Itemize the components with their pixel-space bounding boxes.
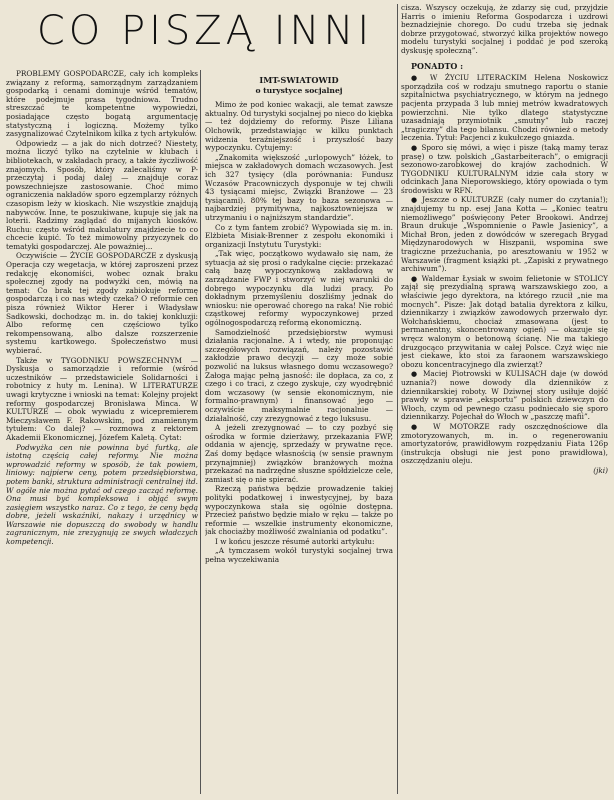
paragraph: „Tak więc, początkowo wydawało się nam, że sytuacja aż się prosi o radykalne cięcie: przekazać całą bazę wypoczynkową zakładową w zarządzanie FWP i stworzyć w niej warunki do dobrego wypoczynku dla ludzi pracy. Po dokładnym przemyśleniu doszliśmy jednak do wniosku: nie operować chorego na raka! Nie robić cząstkowej reformy wypoczynkowej przed ogólnogospodarczą reformą ekonomiczną. (205, 249, 393, 328)
list-item (401, 423, 608, 466)
bullet-icon: ● (411, 422, 424, 431)
paragraph: Co z tym fantem zrobić? Wypowiada się m. in. Elżbieta Misiak-Brenner z zespołu ekonomiki i organizacji Instytutu Turystyki: (205, 222, 393, 249)
paragraph: Mimo że pod koniec wakacji, ale temat zawsze aktualny. Od turystyki socjalnej po nieco do kiębka — też dojdziemy do reformy. Pisze Liliana Olchowik, przedstawiając w kilku punktach widzenia teraźniejszość i przyszłość bazy wypoczynku. Cytujemy: (205, 100, 393, 153)
paragraph: A jeżeli zrezygnować — to czy pozbyć się ośrodka w formie dzierżawy, przekazania FWP, oddania w ajencję, sprzedaży w prywatne ręce. Zaś domy będące własnością (w sensie prawnym przynajmniej) związków branżowych można przekazać na nadrzędne słuszne spółdzielcze cele, zamiast się o nie spierać. (205, 423, 393, 484)
paragraph: Także w TYGODNIKU POWSZECHNYM — Dyskusja o samorządzie i reformie (wśród uczestników — przedstawiciele Solidarności i robotnicy z huty m. Lenina). W LITERATURZE uwagi krytyczne i wnioski na temat: Kolejny projekt reformy gospodarczej Bronisława Minca. W KULTURZE — obok wywiadu z wicepremierem Mieczysławem F. Rakowskim, pod znamiennym tytułem: Co dalej? — rozmowa z rektorem Akademii Ekonomicznej, Józefem Kaletą. Cytat: (6, 355, 198, 442)
column-2 (205, 76, 393, 796)
list-item (401, 370, 608, 422)
list-item (401, 275, 608, 370)
column-3 (401, 4, 608, 796)
paragraph: „Znakomita większość „urlopowych” łóżek, to miejsca w zakładowych domach wczasowych. Jest ich 327 tysięcy (dla porównania: Fundusz Wczasów Pracowniczych dysponuje w tej chwili 43 tysiącami miejsc, Związki Branżowe — 23 tysiącami). 80% tej bazy to baza sezonowa — najbardziej prymitywna, najkosztowniejsza w utrzymaniu i o najniższym standardzie”. (205, 152, 393, 222)
paragraph: Odpowiedz — a jak do nich dotrzeć? Niestety, można liczyć tylko na czytelnie w klubach i bibliotekach, w zakładach pracy, a także życzliwość znajomych. Sposób, który zalecaliśmy w P- przeczytaj i podaj dalej — znajduje coraz powszechniejsze zastosowanie. Choć mimo ograniczenia nakładów sporo egzemplarzy różnych czasopism leży w kioskach. Nie wszystkie znajdują nabywców. Inne, te poszukiwane, kupuje się jak na loterii. Radzimy zaglądać do mijanych kiosków. Ruchu: często wśród makulatury znajdziecie to co chcecie kupić. To też mimowolny przyczynek do tematyki gospodarczej. Ale poważniej... (6, 138, 198, 251)
bullet-icon: ● (411, 274, 419, 283)
bullet-icon: ● (411, 143, 419, 152)
paragraph: Samodzielność przedsiębiorstw wymusi działania racjonalne. A i wtedy, nie proponując szczegółowych rozwiązań, należy pozostawić zakłodzie prawo decyzji — czy może sobie pozwolić na luksus własnego domu wczasowego? Załoga mając pełną jasność: ile dopłaca, za co, z czego i co traci, z czego zyskuje, czy wyodrębnić dom wczasowy (w sensie ekonomicznym, nie formalno-prawnym) i finansować jego — oczywiście maksymalnie racjonalnie — działalność, czy zrezygnować z tego luksusu. (205, 327, 393, 423)
bullet-icon: ● (411, 370, 419, 379)
list-item (401, 74, 608, 143)
paragraph: Rzeczą państwa będzie prowadzenie takiej polityki podatkowej i inwestycyjnej, by baza wypoczynkowa stała się ogólnie dostępna. Przecież państwo będzie miało w ręku — także po reformie — wszelkie instrumenty ekonomiczne, jak chociażby możliwość zwalniania od podatku”. (205, 484, 393, 537)
list-item-text: Jeszcze o KULTURZE (cały numer do czytania!); znajdujemy tu np. esej Jana Kotta — „Koniec teatru niemożliwego” poświęcony Peter Brookowi. Andrzej Braun drukuje „Wspomnienie o Pawle Jasienicy”, a Michał Bron, jeden z dowódców w szeregach Brygad Międzynarodowych w Hiszpanii, wspomina swe tragiczne przeżuchania, po aresztowaniu w 1952 w Warszawie (fragment książki pt. „Zapiski z prywatnego archiwum”). (401, 195, 608, 274)
article-heading: IMT-ŚWIATOWID (259, 76, 339, 85)
column-divider (200, 70, 201, 794)
list-item-text: W ŻYCIU LITERACKIM Helena Noskowicz sporządziła coś w rodzaju smutnego raportu o stanie szpitalnictwa psychiatrycznego, w którym na jednego pacjenta przypada 3 lub mniej metrów kwadratowych powierzchni. Nie tylko dlatego statystyczne uzasadniają przymiotnik „smutny” lub raczej „tragiczny” dla tego bilansu. Chodzi również o metody leczenia. Tytuł: Pacjenci z kukułczego gniazda. (401, 73, 608, 143)
signature: (jki) (593, 465, 608, 475)
list-item-text: Sporo się mówi, a więc i pisze (taką mamy teraz prasę) o tzw. polskich „Gastarbeiterach”, o emigracji sezonowo-zarobkowej do krajów zachodnich. W TYGODNIKU KULTURALNYM idzie cała story w odcinkach Jana Nieporowskiego, który opowiada o tym środowisku w RFN. (401, 142, 608, 195)
list-item (401, 196, 608, 273)
paragraph: cisza. Wszyscy oczekują, że zdarzy się cud, przyjdzie Harris o imieniu Reforma Gospodarcza i uzdrowi beznadziejnie chorego. Do cudu trzeba się jednak dobrze przygotować, stworzyć kilka projektów nowego modelu turystyki socjalnej i poddać je pod szeroką dyskusję społeczną”. (401, 4, 608, 55)
list-item-text: Maciej Piotrowski w KULISACH daje (w dowód uznania?) nowe dowody dla dzienników z dziennikarskiej roboty. W Dziwnej story usiłuje dojść prawdy w sprawie „eksportu” polskich dziewczyn do Włoch, czym od pewnego czasu podniecało się sporo dziennikarzy. Pojechał do Włoch w „paszczę mafii”. (401, 369, 608, 422)
bullet-icon: ● (411, 196, 419, 205)
paragraph: I w końcu jeszcze résumé autorki artykułu: (215, 536, 375, 546)
paragraph: Oczywiście — ŻYCIE GOSPODARCZE z dyskusją Operacja czy wegetacja, w której zaproszeni przez redakcję ekonomiści, wobec oznak braku społecznej zgody na podwyżki cen, mówią na temat: Co brak tej zgody zabiokuje reformę gospodarczą i co nas wtedy czeka? O reformie cen pisza również Wiktor Herer i Władysław Sadkowski, dochodząc m. in. do takiej konkluzji: Albo reformę cen częściowo tylko rekompensowaną, albo dalsze rozszerzenie systemu kartkowego. Społeczeństwo musi wybierać. (6, 251, 198, 355)
list-item-text: Waldemar Łysiak w swoim felietonie w STOLICY zajął się prezydialną sprawą warszawskiego zoo, a właściwie jego dyrektora, na którego rzucił „nie ma mocnych”. Pisze: Jak dotąd batalia dyrektora z kilku, dziennikarzy i związków zawodowych przerwało dyr. Wołchańskiemu, chociaż zmasowana (jest to permanentny, skoncentrowany ogień) — okazuje się wręcz walonym o betonową ścianę. Nie ma takiego druzgocąco przywitania w całej Polsce. Czyż więc nie jest ciekawe, kto stoi za faraonem warszawskiego obozu koncentracyjnego dla zwierząt? (401, 273, 608, 369)
paragraph: „A tymczasem wokół turystyki socjalnej trwa pełna wyczekiwania (205, 546, 393, 565)
masthead (0, 0, 410, 62)
article-subheading: o turystyce socjalnej (255, 85, 343, 95)
list-item-text: W MOTORZE rady oszczędnościowe dla zmotoryzowanych, m. in. o regenerowaniu amortyzatorów, prawidłowym rozpędzaniu Fiata 126p (instrukcja obsługi nie jest pono prawidłowa), oszczędzaniu oleju. (401, 421, 608, 466)
column-1 (6, 70, 198, 796)
list-item (401, 144, 608, 196)
page-title: CO PISZĄ INNI (36, 8, 374, 54)
paragraph: Podwyżka cen nie powinna być furtką, ale istotną częścią całej reformy. Nie można wprowadzić reformy w sposób, że tak powiem, liniowy: najpierw ceny, potem przedsiębiorstwa, potem banki, struktura administracji centralnej itd. W ogóle nie można pytać od czego zacząć reformę. Ona musi być kompleksowa i objąć swym zasięgiem wszystko naraz. Co z tego, że ceny będą dobre, jeżeli wskaźniki, nakazy i urzędnicy w Warszawie nie dopuszczą do swobody w handlu zagranicznym, nie zrezygnują ze swych władczych kompetencji. (6, 442, 198, 547)
paragraph: PROBLEMY GOSPODARCZE, cały ich kompleks związany z reformą, samorządnym zarządzaniem gospodarką i cenami dominuje wśród tematów, które podejmuje prasa tygodniowa. Trudno streszczać te kompetentne wypowiedzi, posiadające często bogatą argumentację statystyczną i logiczną. Możemy tylko zasygnalizować Czytelnikom kilka z tych artykułów. (6, 70, 198, 139)
section-label: PONADTO : (411, 60, 464, 71)
column-divider (397, 4, 398, 794)
bullet-icon: ● (411, 74, 423, 83)
